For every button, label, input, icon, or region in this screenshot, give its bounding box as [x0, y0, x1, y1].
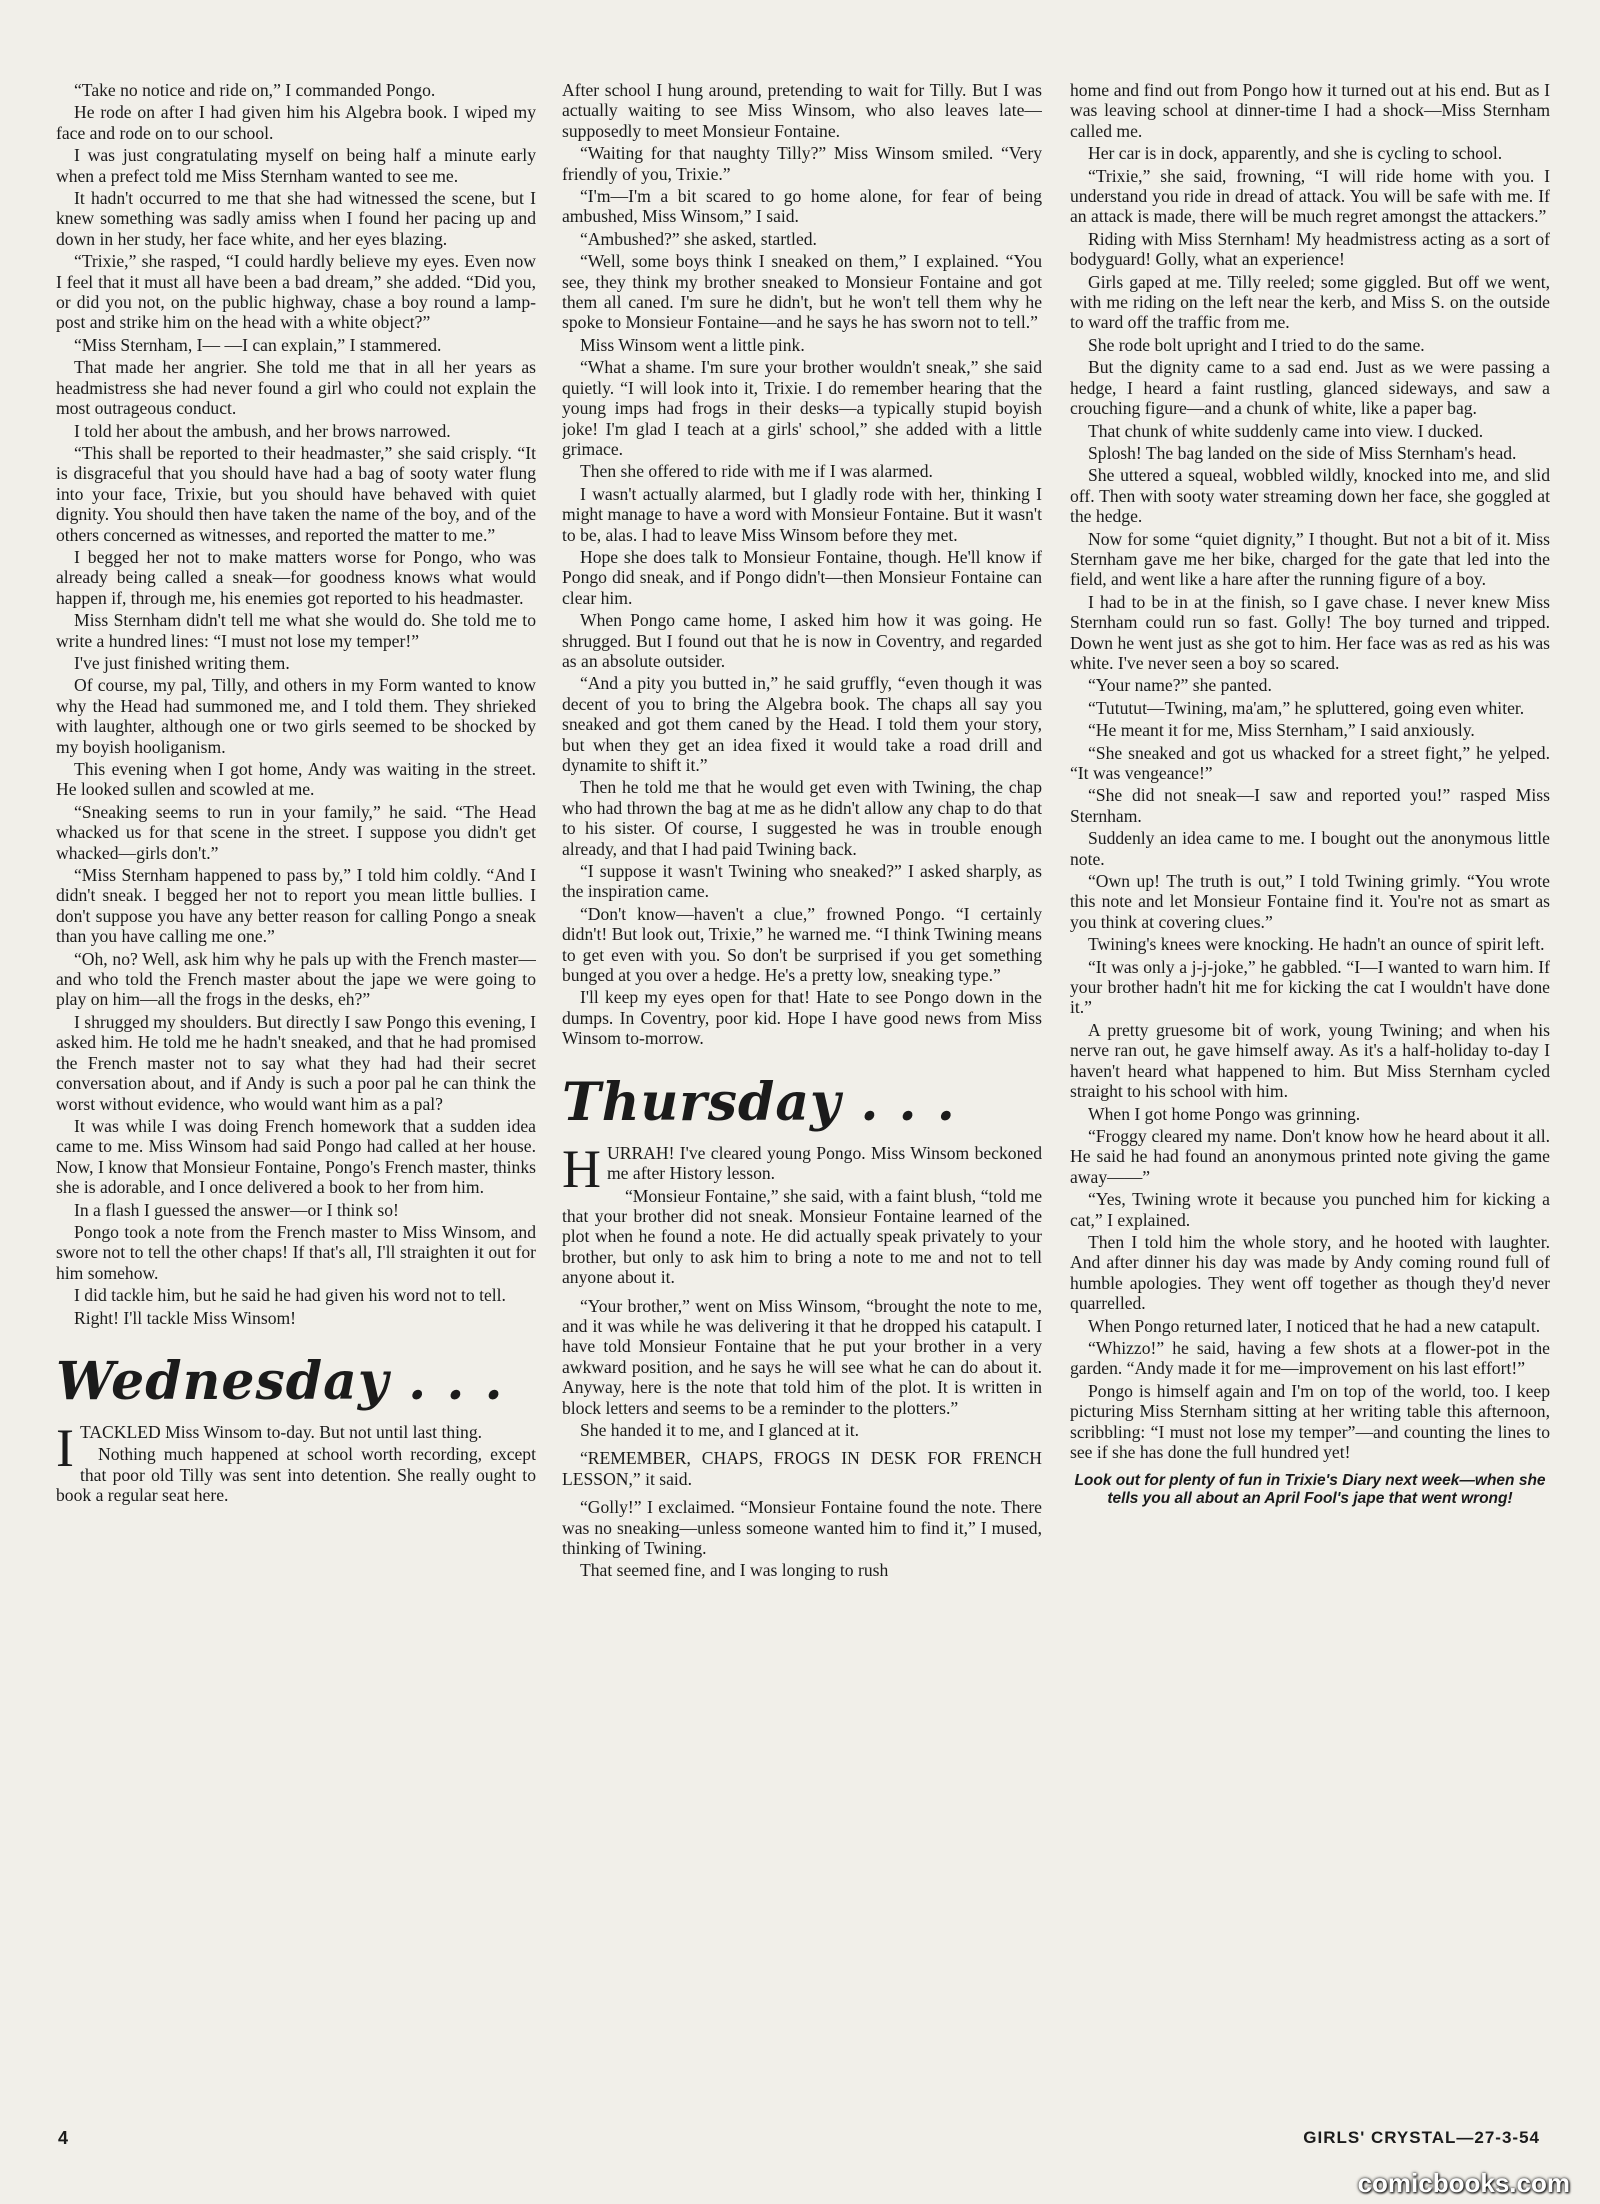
story-paragraph: I had to be in at the finish, so I gave chase. I never knew Miss Sternham could run so fast. Golly! The boy turned and tripped. Down he went just as she got to him. Her face was as red as his was white. I've never seen a boy so scared. — [1070, 591, 1550, 673]
story-paragraph: “I suppose it wasn't Twining who sneaked?” I asked sharply, as the inspiration came. — [562, 861, 1042, 902]
wednesday-dropcap: I — [56, 1417, 74, 1478]
column-middle — [562, 80, 1042, 2120]
story-paragraph: He rode on after I had given him his Algebra book. I wiped my face and rode on to our school. — [56, 102, 536, 143]
story-paragraph: “Tututut—Twining, ma'am,” he spluttered, going even whiter. — [1088, 697, 1525, 718]
story-paragraph: home and find out from Pongo how it turned out at his end. But as I was leaving school at dinner-time I had a shock—Miss Sternham called me. — [1070, 80, 1550, 141]
story-paragraph: “Don't know—haven't a clue,” frowned Pongo. “I certainly didn't! But look out, Trixie,” he warned me. “I think Twining means to get even with you. So don't be surprised if you get something bunged at you over a hedge. He's a pretty low, sneaking type.” — [562, 903, 1042, 986]
story-paragraph: Pongo took a note from the French master to Miss Winsom, and swore not to tell the other chaps! If that's all, I'll straighten it out for him somehow. — [56, 1221, 536, 1283]
wednesday-lead-text: TACKLED Miss Winsom to-day. But not until last thing. — [79, 1421, 483, 1442]
site-watermark: comicbooks.com — [1357, 2168, 1570, 2198]
column-right-paragraphs — [1070, 80, 1550, 1462]
issue-line: GIRLS' CRYSTAL—27-3-54 — [1303, 2128, 1540, 2147]
story-paragraph: Splosh! The bag landed on the side of Miss Sternham's head. — [1088, 442, 1517, 463]
story-paragraph: It was while I was doing French homework that a sudden idea came to me. Miss Winsom had said Pongo had called at her house. Now, I know that Monsieur Fontaine, Pongo's French master, thinks she is adorable, and I once delivered a book to her from him. — [56, 1115, 536, 1198]
story-paragraph: I'll keep my eyes open for that! Hate to see Pongo down in the dumps. In Coventry, poor kid. Hope I have good news from Miss Winsom to-morrow. — [562, 987, 1042, 1049]
thursday-dropcap: H — [562, 1138, 601, 1199]
story-paragraph: I shrugged my shoulders. But directly I saw Pongo this evening, I asked him. He told me he hadn't sneaked, and that he had promised the French master not to say what they had had their secret conversation about, and if Andy is such a poor pal he can think the worst without evidence, who would want him as a pal? — [56, 1011, 536, 1114]
story-paragraph: Hope she does talk to Monsieur Fontaine, though. He'll know if Pongo did sneak, and if Pongo didn't—then Monsieur Fontaine can clear him. — [562, 546, 1042, 608]
story-paragraph: “Oh, no? Well, ask him why he pals up with the French master—and who told the French master about the jape we were going to play on him—all the frogs in the desks, eh?” — [56, 948, 536, 1010]
story-paragraph: Then he told me that he would get even with Twining, the chap who had thrown the bag at me as he didn't allow any chap to do that to his sister. Of course, I suggested he was in trouble enough already, and that I had paid Twining back. — [562, 777, 1042, 859]
thursday-lead-paragraph — [562, 1138, 1042, 1199]
story-paragraph: “She sneaked and got us whacked for a street fight,” he yelped. “It was vengeance!” — [1070, 742, 1550, 783]
story-paragraph: “I'm—I'm a bit scared to go home alone, for fear of being ambushed, Miss Winsom,” I said. — [562, 186, 1042, 227]
column-left-paragraphs — [56, 80, 536, 1328]
story-paragraph: “And a pity you butted in,” he said gruffly, “even though it was decent of you to bring the Algebra book. The chaps all say you sneaked and got them caned by the Head. I told them your story, but when they get an idea fixed it would take a road drill and dynamite to shift it.” — [562, 673, 1042, 775]
thursday-lead-text: URRAH! I've cleared young Pongo. Miss Winsom beckoned me after History lesson. — [607, 1142, 1042, 1184]
column-right — [1070, 80, 1550, 2052]
story-paragraph: Now for some “quiet dignity,” I thought. But not a bit of it. Miss Sternham gave me her bike, charged for the gate that led into the field, and went like a hare after the running figure of a boy. — [1070, 528, 1550, 590]
story-paragraph: Then she offered to ride with me if I was alarmed. — [580, 461, 933, 482]
story-paragraph: When Pongo came home, I asked him how it was going. He shrugged. But I found out that he is now in Coventry, and regarded as an absolute outsider. — [562, 610, 1042, 671]
story-paragraph: “This shall be reported to their headmaster,” she said crisply. “It is disgraceful that you should have had a bag of sooty water flung into your face, Trixie, but you should have behaved with quiet dignity. You should then have taken the name of the boy, and of the others concerned as witnesses, and reported the matter to me.” — [56, 442, 536, 545]
story-paragraph: “Own up! The truth is out,” I told Twining grimly. “You wrote this note and let Monsieur Fontaine find it. You're not as smart as you think at covering clues.” — [1070, 871, 1550, 932]
story-paragraph: I was just congratulating myself on being half a minute early when a prefect told me Miss Sternham wanted to see me. — [56, 145, 536, 186]
story-paragraph: That made her angrier. She told me that in all her years as headmistress she had never found a girl who could not explain the most outrageous conduct. — [56, 357, 536, 419]
story-paragraph: When Pongo returned later, I noticed that he had a new catapult. — [1088, 1315, 1541, 1336]
story-paragraph: “Well, some boys think I sneaked on them,” I explained. “You see, they think my brother sneaked to Monsieur Fontaine and got them all caned. I'm sure he didn't, but he won't tell them why he spoke to Monsieur Fontaine—and he says he has sworn not to tell.” — [562, 251, 1042, 333]
story-paragraph: Right! I'll tackle Miss Winsom! — [74, 1307, 297, 1328]
story-paragraph: In a flash I guessed the answer—or I think so! — [74, 1199, 399, 1220]
wednesday-paragraph: Nothing much happened at school worth recording, except that poor old Tilly was sent into detention. She really ought to book a regular seat here. — [56, 1444, 536, 1506]
story-paragraph: This evening when I got home, Andy was waiting in the street. He looked sullen and scowled at me. — [56, 759, 536, 800]
thursday-paragraph: “Golly!” I exclaimed. “Monsieur Fontaine found the note. There was no sneaking—unless someone wanted him to find it,” I mused, thinking of Twining. — [562, 1497, 1042, 1558]
page-number: 4 — [58, 2128, 69, 2148]
story-paragraph: “Trixie,” she said, frowning, “I will ride home with you. I understand you ride in dread of attack. You will be safe with me. If an attack is made, there will be much regret amongst the attackers.” — [1070, 165, 1550, 227]
story-paragraph: “Trixie,” she rasped, “I could hardly believe my eyes. Even now I feel that it must all have been a bad dream,” she added. “Did you, or did you not, on the public highway, chase a boy round a lamp-post and strike him on the head with a white object?” — [56, 251, 536, 333]
story-paragraph: “Take no notice and ride on,” I commanded Pongo. — [74, 80, 436, 100]
story-paragraph: “Ambushed?” she asked, startled. — [580, 228, 817, 249]
story-paragraph: But the dignity came to a sad end. Just as we were passing a hedge, I heard a faint rustling, glanced sideways, and saw a crouching figure—and a chunk of white, like a paper bag. — [1070, 357, 1550, 419]
thursday-heading: Thursday . . . — [562, 1071, 956, 1133]
thursday-paragraph: That seemed fine, and I was longing to rush — [580, 1560, 889, 1581]
story-paragraph: Riding with Miss Sternham! My headmistress acting as a sort of bodyguard! Golly, what an experience! — [1070, 228, 1550, 270]
story-paragraph: “Sneaking seems to run in your family,” he said. “The Head whacked us for that scene in the street. I suppose you didn't get whacked—girls don't.” — [56, 801, 536, 863]
story-paragraph: A pretty gruesome bit of work, young Twining; and when his nerve ran out, he gave himself away. As it's a half-holiday to-day I haven't heard what happened to him. But Miss Sternham cycled straight to his school with him. — [1070, 1019, 1550, 1102]
wednesday-heading: Wednesday . . . — [56, 1350, 504, 1412]
story-paragraph: Miss Sternham didn't tell me what she would do. She told me to write a hundred lines: “I must not lose my temper!” — [56, 610, 536, 651]
story-paragraph: She uttered a squeal, wobbled wildly, knocked into me, and slid off. Then with sooty water streaming down her face, she goggled at the hedge. — [1070, 465, 1550, 527]
story-paragraph: I begged her not to make matters worse for Pongo, who was already being called a sneak—for goodness knows what would happen if, through me, his enemies got reported to his headmaster. — [56, 546, 536, 608]
story-paragraph: Girls gaped at me. Tilly reeled; some giggled. But off we went, with me riding on the left near the kerb, and Miss S. on the outside to ward off the traffic from me. — [1070, 271, 1550, 333]
story-paragraph: I've just finished writing them. — [74, 652, 290, 673]
story-paragraph: Pongo is himself again and I'm on top of the world, too. I keep picturing Miss Sternham sitting at her writing table this afternoon, scribbling: “I must not lose my temper”—and counting the lines to see if she has done the full hundred yet! — [1070, 1380, 1550, 1462]
story-paragraph: Miss Winsom went a little pink. — [580, 334, 805, 355]
story-paragraph: Her car is in dock, apparently, and she is cycling to school. — [1088, 143, 1503, 164]
story-paragraph: When I got home Pongo was grinning. — [1088, 1103, 1361, 1124]
thursday-paragraph: She handed it to me, and I glanced at it. — [580, 1419, 859, 1440]
story-paragraph: I did tackle him, but he said he had given his word not to tell. — [74, 1285, 506, 1306]
story-paragraph: “Your name?” she panted. — [1088, 675, 1272, 696]
thursday-note-text: “REMEMBER, CHAPS, FROGS IN DESK FOR FRENCH LESSON,” it said. — [562, 1448, 1042, 1489]
story-paragraph: I told her about the ambush, and her brows narrowed. — [74, 420, 451, 441]
story-paragraph: “Whizzo!” he said, having a few shots at a flower-pot in the garden. “Andy made it for me—improvement on his last effort!” — [1070, 1337, 1550, 1379]
thursday-paragraph: “Your brother,” went on Miss Winsom, “brought the note to me, and it was while he was delivering it that he dropped his catapult. I have told Monsieur Fontaine that he put your brother in a very awkward position, and he says he will see what he can do about it. Anyway, here is the note that told him of the plot. It is written in block letters and seems to be a reminder to the plotters.” — [562, 1295, 1042, 1418]
story-paragraph: “Froggy cleared my name. Don't know how he heard about it all. He said he had found an anonymous printed note giving the game away——” — [1070, 1125, 1550, 1187]
story-paragraph: “He meant it for me, Miss Sternham,” I said anxiously. — [1088, 720, 1475, 741]
story-paragraph: “She did not sneak—I saw and reported you!” rasped Miss Sternham. — [1070, 785, 1550, 826]
column-left — [56, 80, 536, 2126]
story-paragraph: She rode bolt upright and I tried to do the same. — [1088, 334, 1425, 355]
story-paragraph: That chunk of white suddenly came into view. I ducked. — [1088, 420, 1484, 441]
story-paragraph: Of course, my pal, Tilly, and others in my Form wanted to know why the Head had summoned me, and I told them. They shrieked with laughter, although one or two girls seemed to be shocked by my boyish hooliganism. — [56, 675, 536, 757]
story-paragraph: Twining's knees were knocking. He hadn't an ounce of spirit left. — [1088, 934, 1545, 955]
story-paragraph: “What a shame. I'm sure your brother wouldn't sneak,” she said quietly. “I will look into it, Trixie. I do remember hearing that the young imps had frogs in their desks—a typically stupid boyish joke! I'm glad I teach at a girls' school,” she added with a little grimace. — [562, 357, 1042, 459]
story-paragraph: “Miss Sternham happened to pass by,” I told him coldly. “And I didn't sneak. I begged her not to report you mean little bullies. I don't suppose you have any better reason for calling Pongo a sneak than you have calling me one.” — [56, 865, 536, 947]
story-paragraph: Then I told him the whole story, and he hooted with laughter. And after dinner his day was made by Andy coming round full of humble apologies. They went off together as though they'd never quarrelled. — [1070, 1231, 1550, 1314]
story-paragraph: “Yes, Twining wrote it because you punched him for kicking a cat,” I explained. — [1070, 1189, 1550, 1230]
story-paragraph: Suddenly an idea came to me. I bought out the anonymous little note. — [1070, 828, 1550, 869]
column-middle-paragraphs — [562, 80, 1042, 1049]
story-paragraph: I wasn't actually alarmed, but I gladly rode with her, thinking I might manage to have a word with Monsieur Fontaine. But it wasn't to be, alas. I had to leave Miss Winsom before they met. — [562, 483, 1042, 545]
thursday-paragraph: “Monsieur Fontaine,” she said, with a faint blush, “told me that your brother did not sneak. Monsieur Fontaine learned of the plot when he found a note. He did actually speak privately to your brother, but only to ask him to bring a note to me and not to tell anyone about it. — [562, 1185, 1042, 1288]
story-paragraph: “It was only a j-j-joke,” he gabbled. “I—I wanted to warn him. If your brother hadn't hit me for kicking the cat I wouldn't have done it.” — [1070, 956, 1550, 1018]
story-paragraph: “Waiting for that naughty Tilly?” Miss Winsom smiled. “Very friendly of you, Trixie.” — [562, 143, 1042, 184]
story-paragraph: It hadn't occurred to me that she had witnessed the scene, but I knew something was sadly amiss when I found her pacing up and down in her study, her face white, and her eyes blazing. — [56, 188, 536, 249]
story-paragraph: “Miss Sternham, I— —I can explain,” I stammered. — [74, 334, 442, 355]
next-week-notice: Look out for plenty of fun in Trixie's Diary next week—when she tells you all about an April Fool's jape that went wrong! — [1074, 1472, 1546, 1508]
story-paragraph: After school I hung around, pretending to wait for Tilly. But I was actually waiting to see Miss Winsom, who also leaves late—supposedly to meet Monsieur Fontaine. — [562, 80, 1042, 141]
